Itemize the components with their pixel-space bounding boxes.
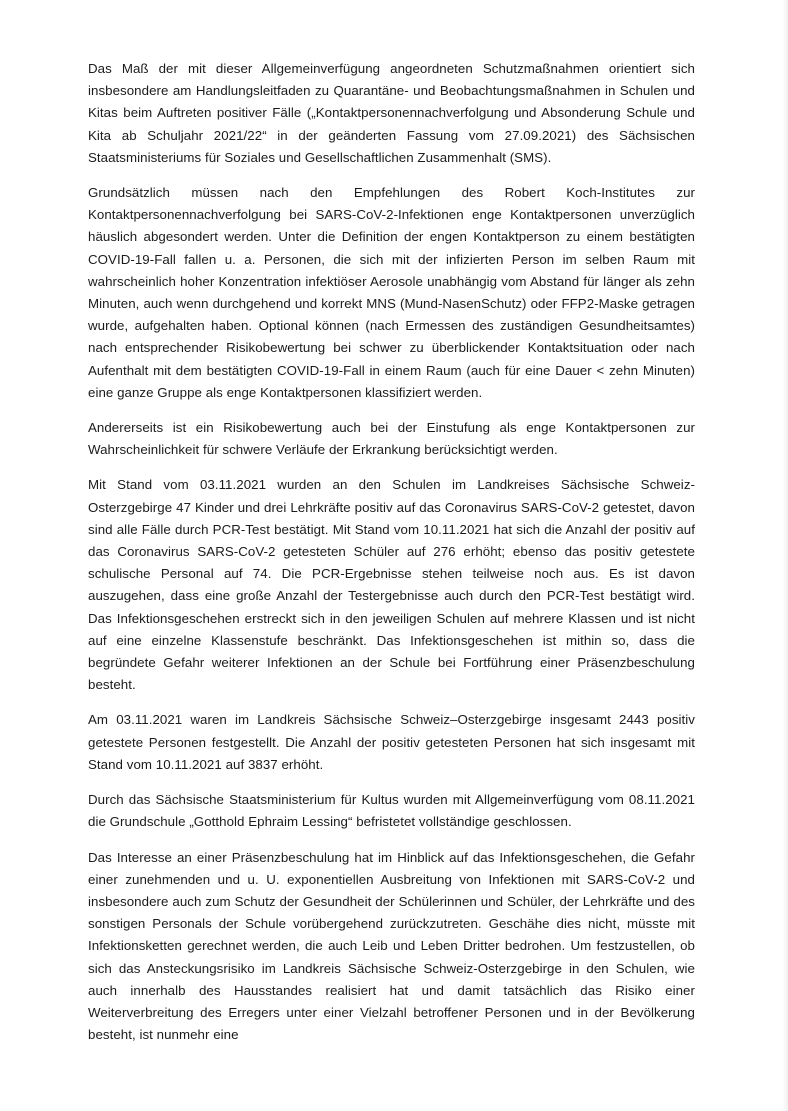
paragraph-contact-tracing: Grundsätzlich müssen nach den Empfehlungen des Robert Koch-Institutes zur Kontaktpersonennachverfolgung bei SARS-CoV-2-Infektionen enge Kontaktpersonen unverzüglich häuslich abgesondert werden. Unter die Definition der engen Kontaktperson zu einem bestätigten COVID-19-Fall fallen u. a. Personen, die sich mit der infizierten Person im selben Raum mit wahrscheinlich hoher Konzentration infektiöser Aerosole unabhängig vom Abstand für länger als zehn Minuten, auch wenn durchgehend und korrekt MNS (Mund-NasenSchutz) oder FFP2-Maske getragen wurde, aufgehalten haben. Optional können (nach Ermessen des zuständigen Gesundheitsamtes) nach entsprechender Risikobewertung bei schwer zu überblickender Kontaktsituation oder nach Aufenthalt mit dem bestätigten COVID-19-Fall in einem Raum (auch für eine Dauer < zehn Minuten) eine ganze Gruppe als enge Kontaktpersonen klassifiziert werden. bbox=[88, 185, 695, 400]
paragraph-risk-assessment: Andererseits ist ein Risikobewertung auch bei der Einstufung als enge Kontaktpersonen zur Wahrscheinlichkeit für schwere Verläufe der Erkrankung berücksichtigt werden. bbox=[88, 420, 695, 458]
paragraph-public-interest: Das Interesse an einer Präsenzbeschulung hat im Hinblick auf das Infektionsgeschehen, die Gefahr einer zunehmenden und u. U. exponentiellen Ausbreitung von Infektionen mit SARS-CoV-2 und insbesondere auch zum Schutz der Gesundheit der Schülerinnen und Schüler, der Lehrkräfte und des sonstigen Personals der Schule vorübergehend zurückzutreten. Geschähe dies nicht, müsste mit Infektionsketten gerechnet werden, die auch Leib und Leben Dritter bedrohen. Um festzustellen, ob sich das Ansteckungsrisiko im Landkreis Sächsische Schweiz-Osterzgebirge in den Schulen, wie auch innerhalb des Hausstandes realisiert hat und damit tatsächlich das Risiko einer Weiterverbreitung des Erregers unter einer Vielzahl betroffener Personen und in der Bevölkerung besteht, ist nunmehr eine bbox=[88, 849, 695, 1043]
paragraph-protective-measures: Das Maß der mit dieser Allgemeinverfügung angeordneten Schutzmaßnahmen orientiert sich insbesondere am Handlungsleitfaden zu Quarantäne- und Beobachtungsmaßnahmen in Schulen und Kitas beim Auftreten positiver Fälle („Kontaktpersonennachverfolgung und Absonderung Schule und Kita ab Schuljahr 2021/22“ in der geänderten Fassung vom 27.09.2021) des Sächsischen Staatsministeriums für Soziales und Gesellschaftlichen Zusammenhalt (SMS). bbox=[88, 61, 695, 165]
paragraph-district-cases: Am 03.11.2021 waren im Landkreis Sächsische Schweiz–Osterzgebirge insgesamt 2443 positiv getestete Personen festgestellt. Die Anzahl der positiv getesteten Personen hat sich insgesamt mit Stand vom 10.11.2021 auf 3837 erhöht. bbox=[88, 712, 695, 772]
document-body bbox=[88, 58, 695, 1059]
paragraph-school-closure: Durch das Sächsische Staatsministerium für Kultus wurden mit Allgemeinverfügung vom 08.11.2021 die Grundschule „Gotthold Ephraim Lessing“ befristetet vollständige geschlossen. bbox=[88, 792, 695, 830]
page-edge-shadow bbox=[782, 0, 788, 1111]
paragraph-school-cases: Mit Stand vom 03.11.2021 wurden an den Schulen im Landkreises Sächsische Schweiz-Osterzgebirge 47 Kinder und drei Lehrkräfte positiv auf das Coronavirus SARS-CoV-2 getestet, davon sind alle Fälle durch PCR-Test bestätigt. Mit Stand vom 10.11.2021 hat sich die Anzahl der positiv auf das Coronavirus SARS-CoV-2 getesteten Schüler auf 276 erhöht; ebenso das positiv getestete schulische Personal auf 74. Die PCR-Ergebnisse stehen teilweise noch aus. Es ist davon auszugehen, dass eine große Anzahl der Testergebnisse auch durch den PCR-Test bestätigt wird. Das Infektionsgeschehen erstreckt sich in den jeweiligen Schulen auf mehrere Klassen und ist nicht auf eine einzelne Klassenstufe beschränkt. Das Infektionsgeschehen ist mithin so, dass die begründete Gefahr weiterer Infektionen an der Schule bei Fortführung einer Präsenzbeschulung besteht. bbox=[88, 477, 695, 693]
